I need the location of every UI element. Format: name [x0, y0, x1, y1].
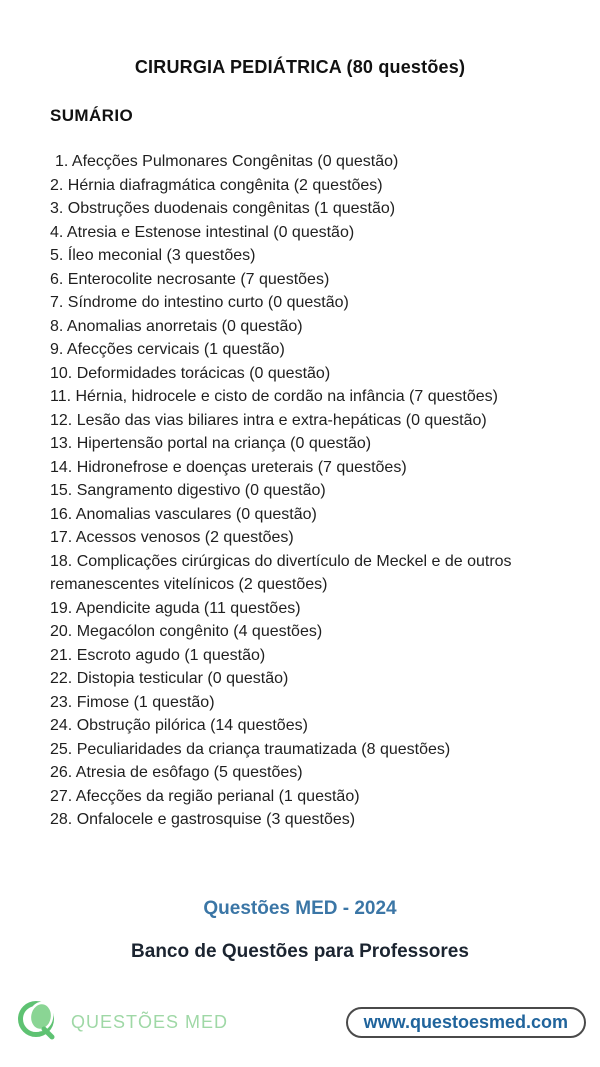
logo-wordmark: QUESTÕES MED — [71, 1011, 229, 1032]
questoesmed-logo — [16, 996, 228, 1049]
toc-item: 13. Hipertensão portal na criança (0 questão) — [50, 435, 372, 452]
toc-item: 21. Escroto agudo (1 questão) — [50, 646, 266, 664]
website-link[interactable] — [346, 1007, 586, 1038]
toc-item: 14. Hidronefrose e doenças ureterais (7 questões) — [50, 458, 407, 476]
toc-item: 16. Anomalias vasculares (0 questão) — [50, 505, 317, 523]
toc-item: 4. Atresia e Estenose intestinal (0 questão) — [50, 223, 355, 241]
question-bank-subtitle: Banco de Questões para Professores — [131, 941, 469, 962]
toc-item: 18. Complicações cirúrgicas do divertículo de Meckel e de outros remanescentes vitelínicos (2 questões) — [50, 552, 512, 593]
toc-item: 8. Anomalias anorretais (0 questão) — [50, 317, 303, 335]
toc-item: 23. Fimose (1 questão) — [50, 693, 215, 711]
toc-item: 11. Hérnia, hidrocele e cisto de cordão na infância (7 questões) — [50, 388, 498, 405]
toc-item: 20. Megacólon congênito (4 questões) — [50, 623, 323, 640]
toc-item: 9. Afecções cervicais (1 questão) — [50, 341, 285, 358]
toc-item: 12. Lesão das vias biliares intra e extra-hepáticas (0 questão) — [50, 411, 487, 429]
page-footer — [0, 993, 600, 1051]
toc-item: 26. Atresia de esôfago (5 questões) — [50, 764, 303, 781]
toc-item: 27. Afecções da região perianal (1 questão) — [50, 787, 360, 805]
toc-item: 3. Obstruções duodenais congênitas (1 questão) — [50, 200, 396, 217]
toc-item: 15. Sangramento digestivo (0 questão) — [50, 482, 326, 499]
toc-item: 2. Hérnia diafragmática congênita (2 questões) — [50, 176, 383, 194]
toc-item: 10. Deformidades torácicas (0 questão) — [50, 364, 331, 382]
website-url-text: www.questoesmed.com — [363, 1011, 568, 1032]
page-title: CIRURGIA PEDIÁTRICA (80 questões) — [134, 57, 466, 77]
toc-item: 19. Apendicite aguda (11 questões) — [50, 599, 301, 617]
toc-item: 6. Enterocolite necrosante (7 questões) — [50, 270, 330, 288]
toc-item: 5. Íleo meconial (3 questões) — [50, 247, 256, 264]
toc-item: 1. Afecções Pulmonares Congênitas (0 questão) — [55, 153, 399, 170]
questoesmed-logo-icon — [16, 996, 62, 1049]
toc-item: 25. Peculiaridades da criança traumatizada (8 questões) — [50, 740, 451, 758]
toc-item: 17. Acessos venosos (2 questões) — [50, 529, 294, 546]
summary-heading: SUMÁRIO — [50, 106, 134, 125]
table-of-contents — [50, 150, 558, 832]
toc-item: 22. Distopia testicular (0 questão) — [50, 670, 289, 687]
brand-year-title: Questões MED - 2024 — [203, 898, 397, 919]
toc-item: 7. Síndrome do intestino curto (0 questão) — [50, 294, 349, 311]
toc-item: 24. Obstrução pilórica (14 questões) — [50, 717, 308, 734]
toc-item: 28. Onfalocele e gastrosquise (3 questões) — [50, 811, 356, 828]
